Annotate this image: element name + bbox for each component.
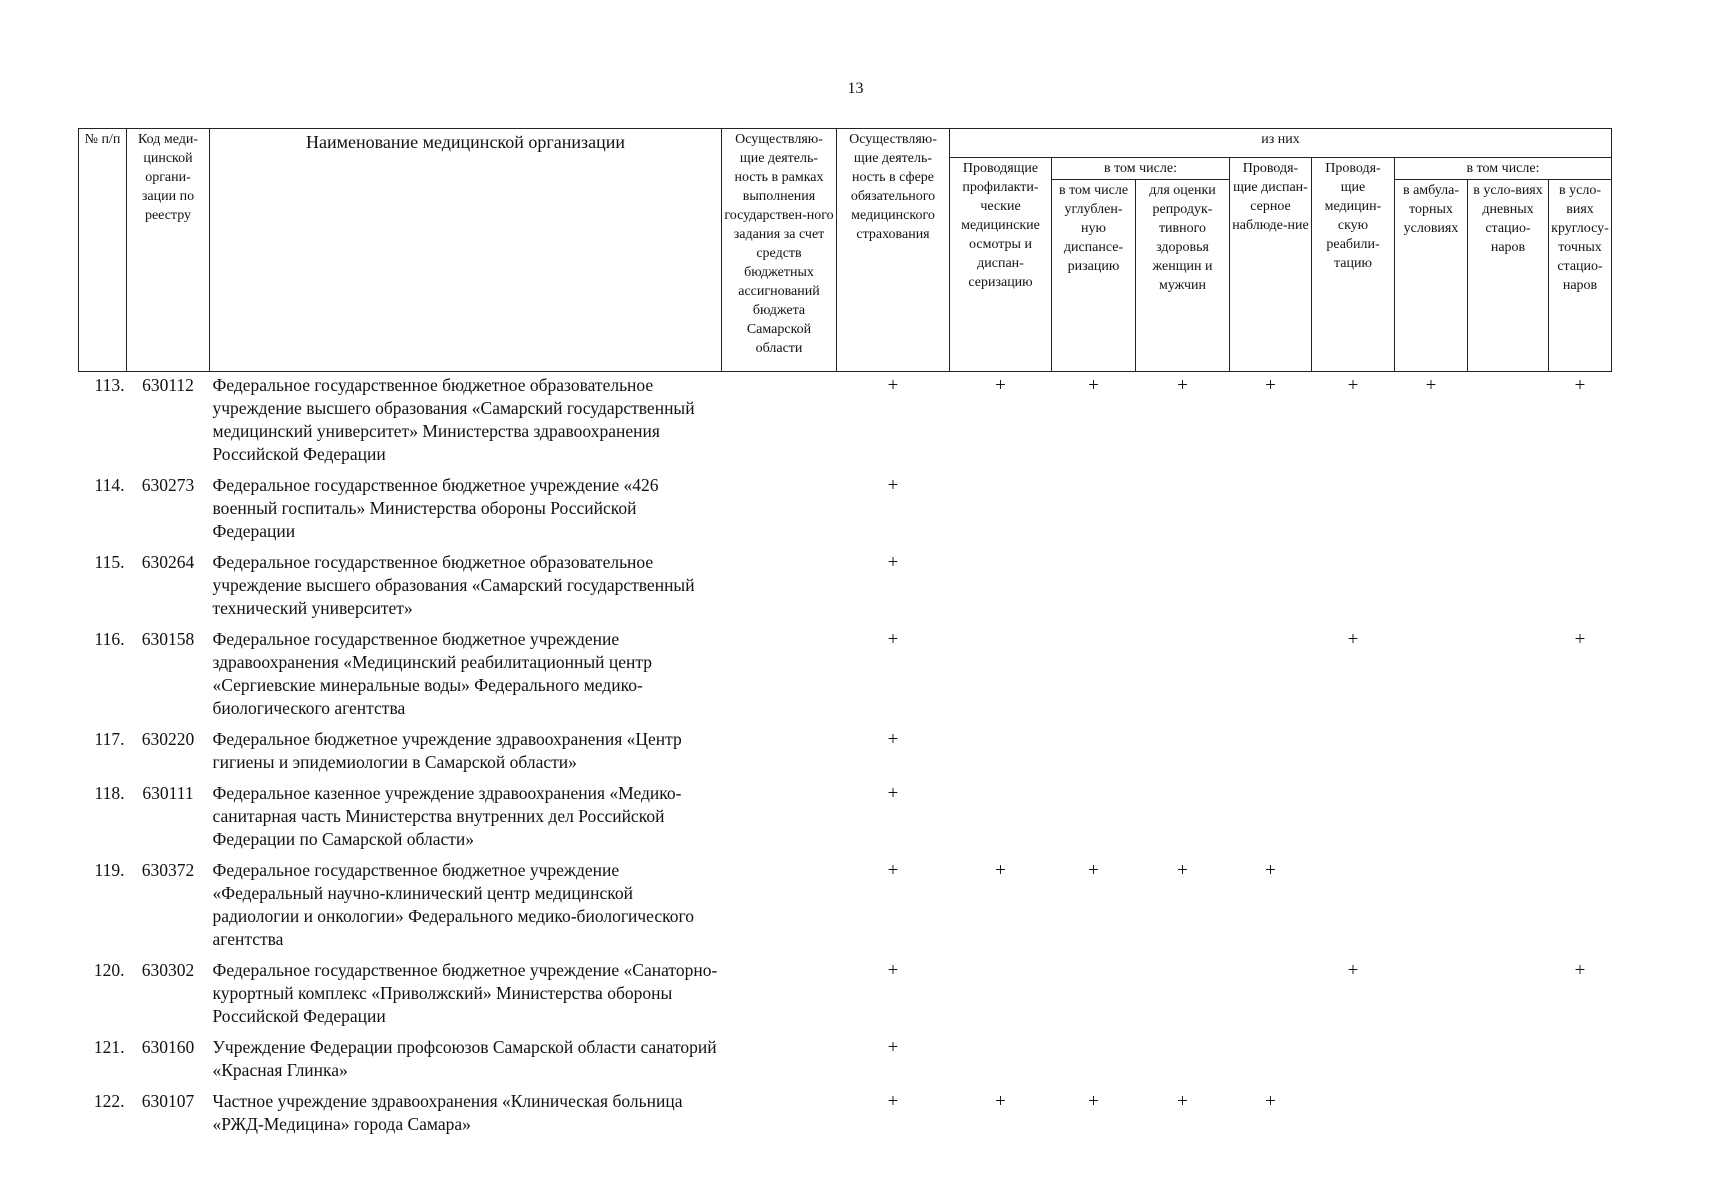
cell-disp: + — [1265, 1091, 1276, 1112]
header-code: Код меди-цинской органи-зации по реестру — [127, 129, 210, 372]
cell-uglub — [1052, 551, 1136, 628]
cell-dnev — [1468, 1090, 1549, 1144]
cell-reabil — [1312, 474, 1395, 551]
row-name: Частное учреждение здравоохранения «Клиническая больница «РЖД-Медицина» города Самара» — [212, 1091, 683, 1134]
cell-dnev — [1468, 474, 1549, 551]
cell-budget — [722, 372, 837, 475]
cell-prof: + — [995, 1091, 1006, 1112]
header-num: № п/п — [79, 129, 127, 372]
header-oms: Осуществляю-щие деятель-ность в сфере обязательного медицинского страхования — [837, 129, 950, 372]
table-row — [79, 1036, 1612, 1090]
cell-disp: + — [1265, 375, 1276, 396]
row-name: Учреждение Федерации профсоюзов Самарской области санаторий «Красная Глинка» — [212, 1037, 717, 1080]
cell-prof — [950, 728, 1052, 782]
cell-reabil — [1312, 782, 1395, 859]
row-name: Федеральное государственное бюджетное учреждение здравоохранения «Медицинский реабилитационный центр «Сергиевские минеральные воды» Федерального медико-биологического агентства — [212, 629, 652, 718]
row-number: 120. — [93, 960, 125, 980]
cell-ambul — [1395, 474, 1468, 551]
cell-oms: + — [887, 729, 899, 750]
header-kruglos: в усло-виях круглосу-точных стацио-наров — [1549, 180, 1612, 372]
table-row — [79, 474, 1612, 551]
row-number: 116. — [94, 629, 125, 649]
cell-budget — [722, 859, 837, 959]
cell-dnev — [1468, 551, 1549, 628]
table-row — [79, 1090, 1612, 1144]
cell-reprod — [1136, 959, 1230, 1036]
page-number: 13 — [847, 80, 864, 97]
cell-uglub — [1052, 728, 1136, 782]
cell-oms: + — [887, 960, 899, 981]
cell-disp — [1230, 728, 1312, 782]
row-number: 113. — [94, 375, 125, 395]
cell-budget — [722, 1090, 837, 1144]
cell-reabil: + — [1347, 375, 1359, 396]
row-code: 630107 — [141, 1091, 195, 1111]
cell-oms: + — [887, 629, 899, 650]
header-name: Наименование медицинской организации — [210, 129, 722, 372]
cell-ambul — [1395, 859, 1468, 959]
row-number: 115. — [94, 552, 125, 572]
row-number: 121. — [93, 1037, 125, 1057]
cell-budget — [722, 728, 837, 782]
cell-budget — [722, 551, 837, 628]
table-row — [79, 959, 1612, 1036]
cell-dnev — [1468, 372, 1549, 475]
row-code: 630112 — [142, 375, 194, 395]
cell-kruglos — [1549, 1036, 1612, 1090]
cell-reprod — [1136, 551, 1230, 628]
cell-oms: + — [887, 1037, 899, 1058]
header-v-tom-chisle-2: в том числе: — [1395, 158, 1612, 180]
cell-budget — [722, 628, 837, 728]
cell-ambul — [1395, 782, 1468, 859]
cell-ambul — [1395, 728, 1468, 782]
cell-kruglos — [1549, 474, 1612, 551]
cell-disp — [1230, 782, 1312, 859]
cell-uglub: + — [1088, 860, 1099, 881]
cell-budget — [722, 959, 837, 1036]
row-code: 630264 — [141, 552, 195, 572]
row-code: 630111 — [142, 783, 194, 803]
cell-prof: + — [995, 860, 1006, 881]
header-iz-nih: из них — [950, 129, 1612, 158]
header-ambul: в амбула-торных условиях — [1395, 180, 1468, 372]
cell-oms: + — [887, 475, 899, 496]
row-name: Федеральное государственное бюджетное учреждение «Федеральный научно-клинический центр медицинской радиологии и онкологии» Федерального медико-биологического агентства — [212, 860, 694, 949]
cell-prof — [950, 1036, 1052, 1090]
cell-prof — [950, 551, 1052, 628]
row-number: 119. — [94, 860, 125, 880]
cell-kruglos — [1549, 728, 1612, 782]
row-code: 630372 — [141, 860, 195, 880]
cell-uglub — [1052, 782, 1136, 859]
row-number: 122. — [93, 1091, 125, 1111]
cell-uglub: + — [1088, 375, 1099, 396]
row-code: 630158 — [141, 629, 195, 649]
row-number: 118. — [94, 783, 125, 803]
table-header — [79, 129, 1612, 372]
cell-oms: + — [887, 1091, 899, 1112]
cell-dnev — [1468, 782, 1549, 859]
cell-dnev — [1468, 859, 1549, 959]
cell-oms: + — [887, 783, 899, 804]
cell-kruglos — [1549, 1090, 1612, 1144]
header-disp-nabl: Проводя-щие диспан-серное наблюде-ние — [1230, 158, 1312, 372]
cell-budget — [722, 782, 837, 859]
row-name: Федеральное бюджетное учреждение здравоохранения «Центр гигиены и эпидемиологии в Самарской области» — [212, 729, 682, 772]
row-number: 114. — [94, 475, 125, 495]
cell-reabil — [1312, 1036, 1395, 1090]
cell-reabil: + — [1347, 629, 1359, 650]
table-row — [79, 728, 1612, 782]
cell-prof — [950, 782, 1052, 859]
header-budget: Осуществляю-щие деятель-ность в рамках выполнения государствен-ного задания за счет средств бюджетных ассигнований бюджета Самарской области — [722, 129, 837, 372]
cell-reabil — [1312, 551, 1395, 628]
cell-uglub — [1052, 628, 1136, 728]
cell-dnev — [1468, 959, 1549, 1036]
cell-reabil — [1312, 1090, 1395, 1144]
header-prof: Проводящие профилакти-ческие медицинские осмотры и диспан-серизацию — [950, 158, 1052, 372]
cell-reprod — [1136, 1036, 1230, 1090]
cell-kruglos: + — [1574, 375, 1586, 396]
cell-reabil — [1312, 728, 1395, 782]
cell-kruglos: + — [1574, 629, 1586, 650]
cell-reabil — [1312, 859, 1395, 959]
row-code: 630302 — [141, 960, 195, 980]
table-row — [79, 628, 1612, 728]
row-name: Федеральное государственное бюджетное учреждение «426 военный госпиталь» Министерства обороны Российской Федерации — [212, 475, 659, 541]
cell-uglub — [1052, 474, 1136, 551]
cell-ambul — [1395, 1036, 1468, 1090]
cell-prof — [950, 959, 1052, 1036]
cell-budget — [722, 1036, 837, 1090]
cell-uglub — [1052, 959, 1136, 1036]
cell-uglub: + — [1088, 1091, 1099, 1112]
cell-reprod — [1136, 628, 1230, 728]
cell-oms: + — [887, 552, 899, 573]
cell-reprod: + — [1177, 1091, 1188, 1112]
row-code: 630160 — [141, 1037, 195, 1057]
table-row — [79, 372, 1612, 475]
cell-reprod — [1136, 782, 1230, 859]
table-row — [79, 782, 1612, 859]
row-name: Федеральное государственное бюджетное образовательное учреждение высшего образования «Самарский государственный технический университет» — [212, 552, 695, 618]
row-code: 630273 — [141, 475, 195, 495]
row-code: 630220 — [141, 729, 195, 749]
cell-disp — [1230, 474, 1312, 551]
cell-dnev — [1468, 728, 1549, 782]
cell-disp: + — [1265, 860, 1276, 881]
cell-disp — [1230, 628, 1312, 728]
table-row — [79, 551, 1612, 628]
cell-prof — [950, 628, 1052, 728]
header-uglub: в том числе углублен-ную диспансе-ризацию — [1052, 180, 1136, 372]
cell-oms: + — [887, 375, 899, 396]
cell-prof — [950, 474, 1052, 551]
row-name: Федеральное казенное учреждение здравоохранения «Медико-санитарная часть Министерства внутренних дел Российской Федерации по Самарской области» — [212, 783, 682, 849]
cell-oms: + — [887, 860, 899, 881]
cell-reprod: + — [1177, 375, 1188, 396]
cell-ambul — [1395, 628, 1468, 728]
header-v-tom-chisle-1: в том числе: — [1052, 158, 1230, 180]
row-number: 117. — [94, 729, 125, 749]
header-reprod: для оценки репродук-тивного здоровья женщин и мужчин — [1136, 180, 1230, 372]
cell-kruglos: + — [1574, 960, 1586, 981]
cell-ambul — [1395, 1090, 1468, 1144]
cell-budget — [722, 474, 837, 551]
table-row — [79, 859, 1612, 959]
cell-reprod: + — [1177, 860, 1188, 881]
table-body — [79, 372, 1612, 1145]
row-name: Федеральное государственное бюджетное учреждение «Санаторно-курортный комплекс «Приволжский» Министерства обороны Российской Федерации — [212, 960, 718, 1026]
cell-disp — [1230, 1036, 1312, 1090]
cell-reprod — [1136, 728, 1230, 782]
header-reabil: Проводя-щие медицин-скую реабили-тацию — [1312, 158, 1395, 372]
cell-dnev — [1468, 1036, 1549, 1090]
cell-ambul — [1395, 551, 1468, 628]
cell-dnev — [1468, 628, 1549, 728]
cell-kruglos — [1549, 782, 1612, 859]
cell-prof: + — [995, 375, 1006, 396]
cell-ambul: + — [1425, 375, 1437, 396]
cell-disp — [1230, 551, 1312, 628]
cell-reabil: + — [1347, 960, 1359, 981]
cell-ambul — [1395, 959, 1468, 1036]
header-dnev: в усло-виях дневных стацио-наров — [1468, 180, 1549, 372]
cell-reprod — [1136, 474, 1230, 551]
medical-organizations-table — [78, 128, 1612, 1144]
row-name: Федеральное государственное бюджетное образовательное учреждение высшего образования «Самарский государственный медицинский университет» Министерства здравоохранения Российской Федерации — [212, 375, 695, 464]
cell-kruglos — [1549, 551, 1612, 628]
cell-disp — [1230, 959, 1312, 1036]
cell-uglub — [1052, 1036, 1136, 1090]
cell-kruglos — [1549, 859, 1612, 959]
